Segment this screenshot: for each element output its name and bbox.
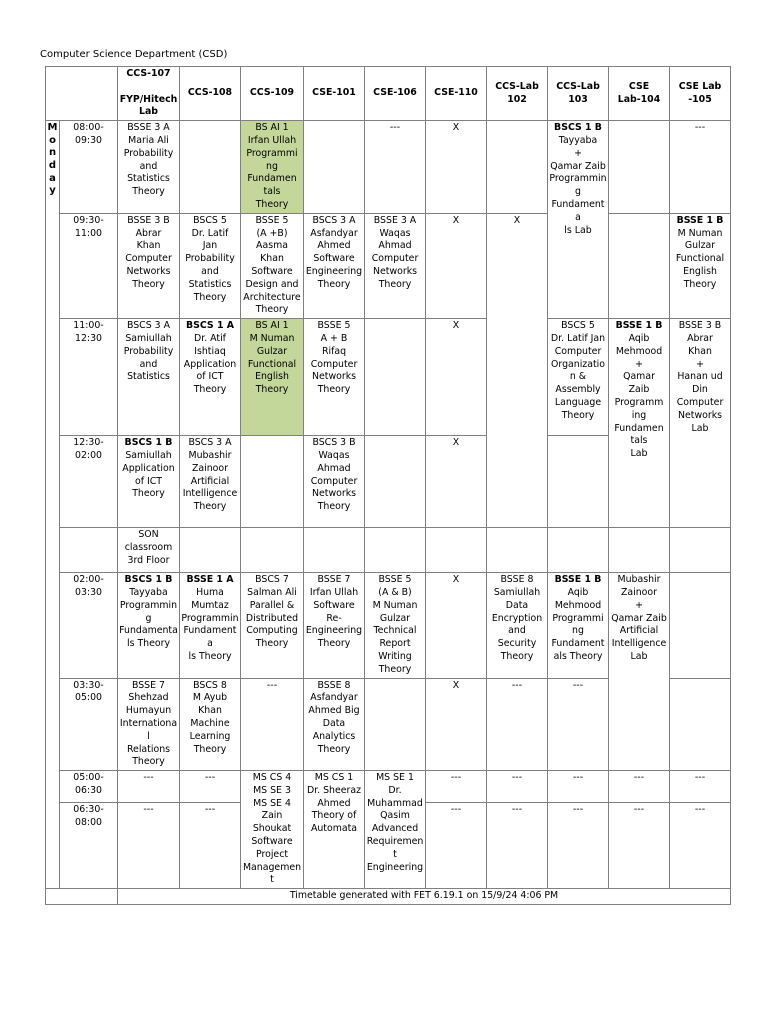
class-cell: BSCS 3 B Waqas Ahmad Computer Networks Theory [304,436,365,528]
empty-cell [241,528,304,573]
table-row [46,528,731,573]
x-mark: X [487,213,548,527]
x-mark: X [426,213,487,318]
room-header: CSE-101 [304,67,365,121]
empty-cell [304,528,365,573]
class-cell: BSCS 3 A Mubashir Zainoor Artificial Intelligence Theory [180,436,241,528]
table-row [46,573,731,678]
class-cell: BSSE 3 A Maria Ali Probability and Statistics Theory [118,121,180,214]
room-header: CCS-Lab 102 [487,67,548,121]
timetable [45,66,731,905]
table-row [46,771,731,803]
class-cell: BSCS 1 B Tayyaba Programmin g Fundamenta ls Theory [118,573,180,678]
empty-cell [241,436,304,528]
room-header: CCS-Lab 103 [548,67,609,121]
time-slot: 03:30- 05:00 [60,678,118,771]
room-header: CCS-107 FYP/Hitech Lab [118,67,180,121]
class-cell: BSSE 5 (A +B) Aasma Khan Software Design and Architecture Theory [241,213,304,318]
x-mark: X [426,436,487,528]
empty-slot: --- [426,771,487,803]
time-slot: 11:00- 12:30 [60,319,118,436]
empty-cell [487,528,548,573]
room-header: CSE-110 [426,67,487,121]
class-cell: BSCS 1 B Tayyaba + Qamar Zaib Programmin g Fundamenta ls Lab [548,121,609,319]
empty-cell [609,528,670,573]
empty-cell [670,573,731,678]
empty-cell [548,436,609,528]
class-cell-highlighted: BS AI 1 M Numan Gulzar Functional English Theory [241,319,304,436]
empty-slot: --- [241,678,304,771]
time-slot: 05:00- 06:30 [60,771,118,803]
time-slot: 09:30- 11:00 [60,213,118,318]
class-cell: BSSE 8 Samiullah Data Encryption and Security Theory [487,573,548,678]
table-row [46,121,731,214]
empty-cell [670,678,731,771]
empty-slot: --- [426,802,487,888]
class-cell: BSSE 1 A Huma Mumtaz Programmin Fundamenta ls Theory [180,573,241,678]
empty-slot: --- [670,121,731,214]
corner-cell [46,67,118,121]
time-slot: 12:30- 02:00 [60,436,118,528]
footer-note: Timetable generated with FET 6.19.1 on 15/9/24 4:06 PM [118,889,731,905]
empty-slot: --- [548,678,609,771]
empty-cell [365,319,426,436]
page-title: Computer Science Department (CSD) [40,49,228,60]
class-cell: MS CS 1 Dr. Sheeraz Ahmed Theory of Automata [304,771,365,889]
class-cell: MS CS 4 MS SE 3 MS SE 4 Zain Shoukat Software Project Managemen t [241,771,304,889]
empty-cell [365,528,426,573]
room-header: CSE Lab -105 [670,67,731,121]
footer-row [46,889,731,905]
class-cell: BSCS 5 Dr. Latif Jan Probability and Statistics Theory [180,213,241,318]
empty-cell [180,528,241,573]
empty-slot: --- [180,771,241,803]
empty-cell [609,213,670,318]
empty-slot: --- [118,802,180,888]
empty-cell [46,889,118,905]
class-cell: BSSE 3 A Waqas Ahmad Computer Networks Theory [365,213,426,318]
time-slot [60,528,118,573]
empty-cell [304,121,365,214]
class-cell: BSSE 5 (A & B) M Numan Gulzar Technical Report Writing Theory [365,573,426,678]
class-cell: BSSE 3 B Abrar Khan + Hanan ud Din Computer Networks Lab [670,319,731,528]
class-cell: BSSE 1 B Aqib Mehmood Programmi ng Fundament als Theory [548,573,609,678]
empty-cell [609,121,670,214]
time-slot: 06:30- 08:00 [60,802,118,888]
empty-cell [365,436,426,528]
class-cell: BSCS 5 Dr. Latif Jan Computer Organizatio n & Assembly Language Theory [548,319,609,436]
empty-cell [670,528,731,573]
empty-slot: --- [609,771,670,803]
empty-slot: --- [487,802,548,888]
table-row [46,213,731,318]
empty-slot: --- [487,678,548,771]
room-header: CSE-106 [365,67,426,121]
empty-cell [365,678,426,771]
class-cell: BSSE 3 B Abrar Khan Computer Networks Theory [118,213,180,318]
class-cell: BSCS 3 A Samiullah Probability and Statistics [118,319,180,436]
empty-slot: --- [548,802,609,888]
day-label: M o n d a y [46,121,60,889]
empty-slot: --- [180,802,241,888]
time-slot: 02:00- 03:30 [60,573,118,678]
class-cell: MS SE 1 Dr. Muhammad Qasim Advanced Requiremen t Engineering [365,771,426,889]
x-mark: X [426,121,487,214]
time-slot: 08:00- 09:30 [60,121,118,214]
class-cell: Mubashir Zainoor + Qamar Zaib Artificial Intelligence Lab [609,573,670,771]
room-header: CCS-108 [180,67,241,121]
class-cell: BSCS 7 Salman Ali Parallel & Distributed Computing Theory [241,573,304,678]
empty-slot: --- [609,802,670,888]
class-cell: BSCS 8 M Ayub Khan Machine Learning Theory [180,678,241,771]
class-cell: BSCS 3 A Asfandyar Ahmed Software Engineering Theory [304,213,365,318]
class-cell: BSSE 7 Shehzad Humayun International Relations Theory [118,678,180,771]
empty-slot: --- [670,802,731,888]
class-cell: BSSE 8 Asfandyar Ahmed Big Data Analytics Theory [304,678,365,771]
empty-cell [487,121,548,214]
room-header: CCS-109 [241,67,304,121]
class-cell: BSSE 7 Irfan Ullah Software Re- Engineering Theory [304,573,365,678]
x-mark: X [426,573,487,678]
empty-slot: --- [487,771,548,803]
class-cell: BSSE 5 A + B Rifaq Computer Networks Theory [304,319,365,436]
empty-slot: --- [548,771,609,803]
room-header: CSE Lab-104 [609,67,670,121]
x-mark: X [426,678,487,771]
class-cell: BSSE 1 B M Numan Gulzar Functional English Theory [670,213,731,318]
empty-slot: --- [670,771,731,803]
class-cell-highlighted: BS AI 1 Irfan Ullah Programmi ng Fundamen tals Theory [241,121,304,214]
empty-cell [426,528,487,573]
empty-cell [548,528,609,573]
empty-slot: --- [365,121,426,214]
x-mark: X [426,319,487,436]
class-cell: SON classroom 3rd Floor [118,528,180,573]
empty-cell [180,121,241,214]
table-row [46,319,731,436]
header-row [46,67,731,121]
class-cell: BSSE 1 B Aqib Mehmood + Qamar Zaib Programm ing Fundamen tals Lab [609,319,670,528]
empty-slot: --- [118,771,180,803]
class-cell: BSCS 1 B Samiullah Application of ICT Theory [118,436,180,528]
class-cell: BSCS 1 A Dr. Atif Ishtiaq Application of ICT Theory [180,319,241,436]
